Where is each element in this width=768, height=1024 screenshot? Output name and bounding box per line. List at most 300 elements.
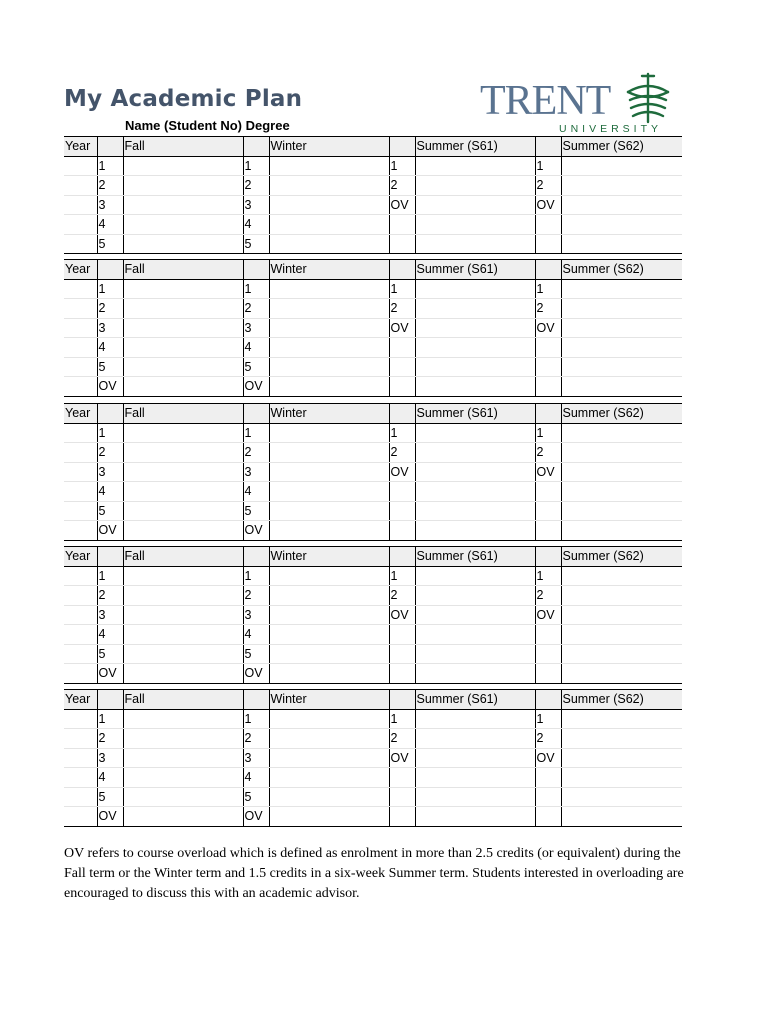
year-block-table — [64, 136, 682, 254]
plan-row — [64, 357, 682, 377]
s61-course-cell[interactable] — [415, 709, 535, 729]
s61-slot-number — [389, 807, 415, 827]
winter-course-cell[interactable] — [269, 729, 389, 749]
s61-course-cell[interactable] — [415, 423, 535, 443]
s61-num-header — [389, 690, 415, 710]
s62-course-cell[interactable] — [561, 482, 682, 502]
s61-course-cell[interactable] — [415, 215, 535, 235]
s62-slot-number — [535, 234, 561, 254]
fall-course-cell[interactable] — [123, 709, 243, 729]
fall-course-cell[interactable] — [123, 299, 243, 319]
winter-slot-number: 4 — [243, 625, 269, 645]
s61-course-cell[interactable] — [415, 462, 535, 482]
year-cell[interactable] — [64, 807, 97, 827]
winter-slot-number: OV — [243, 521, 269, 541]
fall-course-cell[interactable] — [123, 377, 243, 397]
winter-course-cell[interactable] — [269, 501, 389, 521]
header-row — [64, 404, 682, 424]
fall-course-cell[interactable] — [123, 318, 243, 338]
winter-slot-number: 1 — [243, 566, 269, 586]
winter-slot-number: 4 — [243, 482, 269, 502]
winter-num-header — [243, 690, 269, 710]
s61-slot-number: 2 — [389, 176, 415, 196]
s62-course-cell[interactable] — [561, 443, 682, 463]
s61-slot-number — [389, 482, 415, 502]
fall-num-header — [97, 260, 123, 280]
winter-course-cell[interactable] — [269, 423, 389, 443]
s61-num-header — [389, 260, 415, 280]
s62-course-cell[interactable] — [561, 625, 682, 645]
fall-slot-number: 4 — [97, 338, 123, 358]
plan-row — [64, 644, 682, 664]
fall-course-cell[interactable] — [123, 586, 243, 606]
fall-slot-number: 1 — [97, 156, 123, 176]
s61-course-cell[interactable] — [415, 195, 535, 215]
year-block-table — [64, 259, 682, 397]
fall-slot-number: 3 — [97, 605, 123, 625]
year-cell[interactable] — [64, 176, 97, 196]
s62-slot-number — [535, 377, 561, 397]
s61-course-cell[interactable] — [415, 644, 535, 664]
winter-course-cell[interactable] — [269, 807, 389, 827]
winter-slot-number: 5 — [243, 787, 269, 807]
year-block — [64, 403, 682, 541]
s61-slot-number: 2 — [389, 729, 415, 749]
year-cell[interactable] — [64, 423, 97, 443]
fall-num-header — [97, 547, 123, 567]
plan-row — [64, 462, 682, 482]
s62-course-cell[interactable] — [561, 807, 682, 827]
fall-slot-number: 5 — [97, 644, 123, 664]
fall-header: Fall — [123, 260, 243, 280]
winter-course-cell[interactable] — [269, 748, 389, 768]
s61-course-cell[interactable] — [415, 357, 535, 377]
year-cell[interactable] — [64, 644, 97, 664]
winter-course-cell[interactable] — [269, 664, 389, 684]
winter-course-cell[interactable] — [269, 443, 389, 463]
winter-course-cell[interactable] — [269, 234, 389, 254]
s62-course-cell[interactable] — [561, 521, 682, 541]
fall-num-header — [97, 404, 123, 424]
plan-row — [64, 748, 682, 768]
winter-course-cell[interactable] — [269, 482, 389, 502]
fall-course-cell[interactable] — [123, 338, 243, 358]
fall-course-cell[interactable] — [123, 482, 243, 502]
fall-course-cell[interactable] — [123, 787, 243, 807]
fall-course-cell[interactable] — [123, 443, 243, 463]
fall-course-cell[interactable] — [123, 566, 243, 586]
winter-slot-number: 4 — [243, 768, 269, 788]
fall-num-header — [97, 690, 123, 710]
s62-course-cell[interactable] — [561, 566, 682, 586]
s61-course-cell[interactable] — [415, 664, 535, 684]
fall-course-cell[interactable] — [123, 501, 243, 521]
fall-course-cell[interactable] — [123, 807, 243, 827]
fall-slot-number: 1 — [97, 709, 123, 729]
year-cell[interactable] — [64, 156, 97, 176]
winter-course-cell[interactable] — [269, 279, 389, 299]
winter-slot-number: OV — [243, 664, 269, 684]
winter-slot-number: 5 — [243, 357, 269, 377]
year-cell[interactable] — [64, 357, 97, 377]
s61-course-cell[interactable] — [415, 318, 535, 338]
s62-slot-number: OV — [535, 748, 561, 768]
s62-course-cell[interactable] — [561, 586, 682, 606]
winter-slot-number: 4 — [243, 338, 269, 358]
header-row — [64, 547, 682, 567]
year-cell[interactable] — [64, 768, 97, 788]
fall-course-cell[interactable] — [123, 357, 243, 377]
winter-course-cell[interactable] — [269, 462, 389, 482]
s61-slot-number: 1 — [389, 566, 415, 586]
s62-course-cell[interactable] — [561, 299, 682, 319]
fall-course-cell[interactable] — [123, 768, 243, 788]
s62-num-header — [535, 547, 561, 567]
plan-row — [64, 709, 682, 729]
s61-course-cell[interactable] — [415, 625, 535, 645]
s62-slot-number: 2 — [535, 586, 561, 606]
s61-course-cell[interactable] — [415, 605, 535, 625]
fall-course-cell[interactable] — [123, 625, 243, 645]
s62-slot-number — [535, 215, 561, 235]
year-cell[interactable] — [64, 625, 97, 645]
fall-slot-number: 5 — [97, 501, 123, 521]
s61-slot-number — [389, 377, 415, 397]
winter-header: Winter — [269, 137, 389, 157]
s61-course-cell[interactable] — [415, 443, 535, 463]
s61-slot-number: OV — [389, 748, 415, 768]
fall-course-cell[interactable] — [123, 748, 243, 768]
year-cell[interactable] — [64, 521, 97, 541]
s62-slot-number: OV — [535, 605, 561, 625]
s62-slot-number — [535, 644, 561, 664]
plan-row — [64, 566, 682, 586]
page-title: My Academic Plan — [64, 86, 303, 112]
logo-wordmark: TRENT — [480, 78, 611, 124]
fall-slot-number: 1 — [97, 279, 123, 299]
winter-slot-number: 1 — [243, 156, 269, 176]
winter-header: Winter — [269, 547, 389, 567]
year-cell[interactable] — [64, 787, 97, 807]
plan-row — [64, 318, 682, 338]
fall-course-cell[interactable] — [123, 644, 243, 664]
s61-slot-number: 2 — [389, 299, 415, 319]
s61-slot-number: OV — [389, 318, 415, 338]
s62-course-cell[interactable] — [561, 215, 682, 235]
winter-course-cell[interactable] — [269, 566, 389, 586]
fall-header: Fall — [123, 690, 243, 710]
winter-course-cell[interactable] — [269, 377, 389, 397]
fall-course-cell[interactable] — [123, 234, 243, 254]
fall-course-cell[interactable] — [123, 521, 243, 541]
s61-slot-number — [389, 501, 415, 521]
summer-s62-header: Summer (S62) — [561, 404, 682, 424]
year-cell[interactable] — [64, 318, 97, 338]
s62-course-cell[interactable] — [561, 357, 682, 377]
year-cell[interactable] — [64, 605, 97, 625]
s62-course-cell[interactable] — [561, 279, 682, 299]
s61-course-cell[interactable] — [415, 521, 535, 541]
winter-course-cell[interactable] — [269, 644, 389, 664]
s61-num-header — [389, 137, 415, 157]
fall-slot-number: 4 — [97, 625, 123, 645]
winter-slot-number: 5 — [243, 234, 269, 254]
summer-s62-header: Summer (S62) — [561, 690, 682, 710]
winter-slot-number: 3 — [243, 748, 269, 768]
s62-slot-number — [535, 521, 561, 541]
s61-course-cell[interactable] — [415, 566, 535, 586]
s61-num-header — [389, 404, 415, 424]
s62-slot-number — [535, 768, 561, 788]
s62-course-cell[interactable] — [561, 768, 682, 788]
fall-slot-number: 1 — [97, 566, 123, 586]
s61-slot-number — [389, 357, 415, 377]
year-cell[interactable] — [64, 482, 97, 502]
fall-slot-number: 3 — [97, 462, 123, 482]
s61-course-cell[interactable] — [415, 299, 535, 319]
winter-course-cell[interactable] — [269, 156, 389, 176]
s61-course-cell[interactable] — [415, 279, 535, 299]
winter-course-cell[interactable] — [269, 195, 389, 215]
fall-header: Fall — [123, 137, 243, 157]
plan-row — [64, 605, 682, 625]
overload-footnote: OV refers to course overload which is defined as enrolment in more than 2.5 credits (or equivalent) during the Fall term or the Winter term and 1.5 credits in a six-week Summer term. Students interested in overloading are encouraged to discuss this with an academic advisor. — [64, 846, 684, 901]
s62-course-cell[interactable] — [561, 787, 682, 807]
s61-course-cell[interactable] — [415, 586, 535, 606]
fall-course-cell[interactable] — [123, 279, 243, 299]
s61-slot-number — [389, 234, 415, 254]
s61-slot-number: OV — [389, 195, 415, 215]
winter-header: Winter — [269, 260, 389, 280]
s61-course-cell[interactable] — [415, 501, 535, 521]
plan-row — [64, 176, 682, 196]
s62-slot-number: 1 — [535, 279, 561, 299]
fall-course-cell[interactable] — [123, 605, 243, 625]
summer-s61-header: Summer (S61) — [415, 547, 535, 567]
fall-slot-number: 2 — [97, 443, 123, 463]
plan-row — [64, 664, 682, 684]
s62-course-cell[interactable] — [561, 605, 682, 625]
fall-slot-number: 2 — [97, 299, 123, 319]
year-cell[interactable] — [64, 377, 97, 397]
year-cell[interactable] — [64, 195, 97, 215]
year-cell[interactable] — [64, 462, 97, 482]
fall-course-cell[interactable] — [123, 423, 243, 443]
summer-s62-header: Summer (S62) — [561, 547, 682, 567]
s61-course-cell[interactable] — [415, 156, 535, 176]
fall-slot-number: OV — [97, 664, 123, 684]
s61-slot-number: 1 — [389, 279, 415, 299]
s62-slot-number — [535, 807, 561, 827]
winter-slot-number: 2 — [243, 729, 269, 749]
plan-row — [64, 501, 682, 521]
fall-slot-number: 5 — [97, 234, 123, 254]
s62-slot-number: OV — [535, 462, 561, 482]
plan-row — [64, 482, 682, 502]
winter-course-cell[interactable] — [269, 357, 389, 377]
plan-row — [64, 279, 682, 299]
winter-course-cell[interactable] — [269, 709, 389, 729]
fall-slot-number: 3 — [97, 195, 123, 215]
year-header: Year — [64, 260, 97, 280]
winter-num-header — [243, 260, 269, 280]
year-cell[interactable] — [64, 664, 97, 684]
winter-course-cell[interactable] — [269, 768, 389, 788]
winter-slot-number: 2 — [243, 586, 269, 606]
s61-slot-number: OV — [389, 605, 415, 625]
winter-slot-number: 2 — [243, 443, 269, 463]
winter-slot-number: OV — [243, 377, 269, 397]
fall-course-cell[interactable] — [123, 156, 243, 176]
plan-row — [64, 423, 682, 443]
s62-course-cell[interactable] — [561, 195, 682, 215]
fall-course-cell[interactable] — [123, 729, 243, 749]
s62-course-cell[interactable] — [561, 318, 682, 338]
fall-header: Fall — [123, 547, 243, 567]
s62-course-cell[interactable] — [561, 377, 682, 397]
plan-row — [64, 807, 682, 827]
plan-row — [64, 521, 682, 541]
summer-s62-header: Summer (S62) — [561, 260, 682, 280]
winter-slot-number: 1 — [243, 709, 269, 729]
s61-slot-number: 2 — [389, 586, 415, 606]
fall-slot-number: 3 — [97, 748, 123, 768]
s61-slot-number: 2 — [389, 443, 415, 463]
s62-slot-number: 1 — [535, 423, 561, 443]
year-cell[interactable] — [64, 299, 97, 319]
s62-course-cell[interactable] — [561, 748, 682, 768]
fall-slot-number: 2 — [97, 176, 123, 196]
s62-slot-number — [535, 787, 561, 807]
year-cell[interactable] — [64, 279, 97, 299]
year-header: Year — [64, 404, 97, 424]
year-cell[interactable] — [64, 501, 97, 521]
year-cell[interactable] — [64, 709, 97, 729]
winter-course-cell[interactable] — [269, 605, 389, 625]
fall-course-cell[interactable] — [123, 195, 243, 215]
s62-slot-number — [535, 357, 561, 377]
s62-slot-number — [535, 501, 561, 521]
plan-row — [64, 443, 682, 463]
year-cell[interactable] — [64, 586, 97, 606]
s62-course-cell[interactable] — [561, 234, 682, 254]
s61-slot-number: OV — [389, 462, 415, 482]
year-cell[interactable] — [64, 566, 97, 586]
fall-course-cell[interactable] — [123, 215, 243, 235]
s62-course-cell[interactable] — [561, 729, 682, 749]
winter-slot-number: 5 — [243, 501, 269, 521]
s62-slot-number: OV — [535, 195, 561, 215]
s61-course-cell[interactable] — [415, 768, 535, 788]
summer-s61-header: Summer (S61) — [415, 137, 535, 157]
student-name-degree: Name (Student No) Degree — [125, 118, 290, 133]
s62-course-cell[interactable] — [561, 462, 682, 482]
s61-slot-number — [389, 768, 415, 788]
s62-course-cell[interactable] — [561, 664, 682, 684]
plan-row — [64, 215, 682, 235]
fall-slot-number: OV — [97, 521, 123, 541]
s62-slot-number — [535, 664, 561, 684]
s62-course-cell[interactable] — [561, 423, 682, 443]
plan-row — [64, 338, 682, 358]
s62-course-cell[interactable] — [561, 644, 682, 664]
s61-course-cell[interactable] — [415, 377, 535, 397]
year-cell[interactable] — [64, 729, 97, 749]
s62-course-cell[interactable] — [561, 501, 682, 521]
s62-course-cell[interactable] — [561, 338, 682, 358]
winter-header: Winter — [269, 690, 389, 710]
year-cell[interactable] — [64, 234, 97, 254]
winter-course-cell[interactable] — [269, 299, 389, 319]
year-cell[interactable] — [64, 215, 97, 235]
winter-course-cell[interactable] — [269, 586, 389, 606]
s61-course-cell[interactable] — [415, 482, 535, 502]
fall-slot-number: 5 — [97, 787, 123, 807]
winter-course-cell[interactable] — [269, 787, 389, 807]
winter-course-cell[interactable] — [269, 215, 389, 235]
s61-course-cell[interactable] — [415, 234, 535, 254]
fall-slot-number: 2 — [97, 586, 123, 606]
trent-tree-icon — [628, 74, 668, 122]
winter-course-cell[interactable] — [269, 318, 389, 338]
s62-slot-number: 2 — [535, 443, 561, 463]
s61-course-cell[interactable] — [415, 748, 535, 768]
s61-course-cell[interactable] — [415, 338, 535, 358]
trent-university-logo — [478, 68, 674, 134]
winter-slot-number: 4 — [243, 215, 269, 235]
s62-course-cell[interactable] — [561, 709, 682, 729]
summer-s61-header: Summer (S61) — [415, 690, 535, 710]
s62-slot-number: 2 — [535, 176, 561, 196]
winter-slot-number: OV — [243, 807, 269, 827]
s62-slot-number — [535, 338, 561, 358]
s61-slot-number: 1 — [389, 709, 415, 729]
year-cell[interactable] — [64, 443, 97, 463]
winter-course-cell[interactable] — [269, 625, 389, 645]
s61-num-header — [389, 547, 415, 567]
year-header: Year — [64, 690, 97, 710]
winter-course-cell[interactable] — [269, 338, 389, 358]
s62-course-cell[interactable] — [561, 176, 682, 196]
year-block-table — [64, 689, 682, 827]
year-cell[interactable] — [64, 338, 97, 358]
s62-slot-number: OV — [535, 318, 561, 338]
s61-course-cell[interactable] — [415, 176, 535, 196]
summer-s62-header: Summer (S62) — [561, 137, 682, 157]
s61-course-cell[interactable] — [415, 787, 535, 807]
fall-course-cell[interactable] — [123, 664, 243, 684]
winter-num-header — [243, 547, 269, 567]
s62-course-cell[interactable] — [561, 156, 682, 176]
winter-header: Winter — [269, 404, 389, 424]
fall-course-cell[interactable] — [123, 462, 243, 482]
year-cell[interactable] — [64, 748, 97, 768]
s61-course-cell[interactable] — [415, 807, 535, 827]
s61-slot-number — [389, 521, 415, 541]
winter-course-cell[interactable] — [269, 521, 389, 541]
year-block-table — [64, 546, 682, 684]
fall-slot-number: OV — [97, 377, 123, 397]
winter-slot-number: 3 — [243, 462, 269, 482]
winter-course-cell[interactable] — [269, 176, 389, 196]
s62-slot-number: 2 — [535, 729, 561, 749]
s61-slot-number: 1 — [389, 423, 415, 443]
winter-num-header — [243, 137, 269, 157]
fall-slot-number: OV — [97, 807, 123, 827]
s61-course-cell[interactable] — [415, 729, 535, 749]
plan-row — [64, 787, 682, 807]
fall-course-cell[interactable] — [123, 176, 243, 196]
